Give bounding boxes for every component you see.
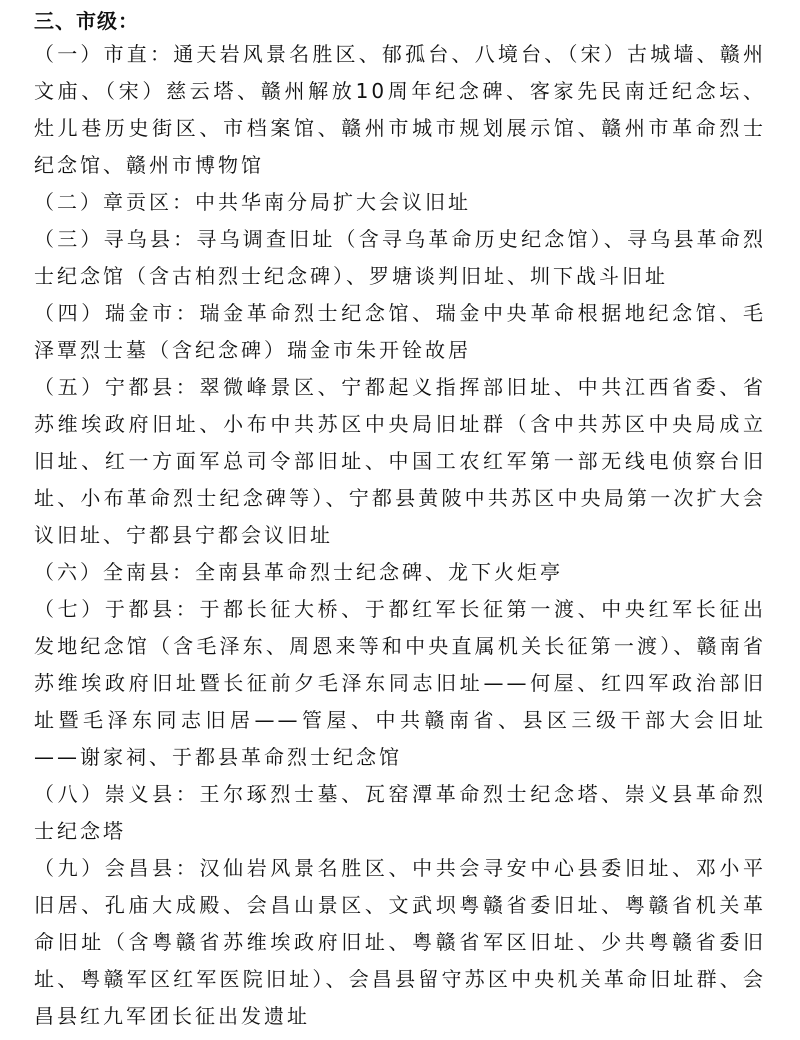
- item-text: 全南县革命烈士纪念碑、龙下火炬亭: [195, 560, 563, 584]
- list-item: [34, 776, 766, 850]
- list-item: [34, 554, 766, 591]
- item-number: （二）: [34, 190, 103, 214]
- list-item: [34, 591, 766, 776]
- item-text: 通天岩风景名胜区、郁孤台、八境台、（宋）古城墙、赣州文庙、（宋）慈云塔、赣州解放10周年纪念碑、客家先民南迁纪念坛、灶儿巷历史街区、市档案馆、赣州市城市规划展示馆、赣州市革命烈士纪念馆、赣州市博物馆: [34, 42, 767, 177]
- item-number: （八）: [34, 782, 105, 806]
- list-item: [34, 850, 766, 1035]
- item-place: 崇义县：: [104, 782, 200, 806]
- item-text: 翠微峰景区、宁都起义指挥部旧址、中共江西省委、省苏维埃政府旧址、小布中共苏区中央局旧址群（含中共苏区中央局成立旧址、红一方面军总司令部旧址、中国工农红军第一部无线电侦察台旧址、小布革命烈士纪念碑等）、宁都县黄陂中共苏区中央局第一次扩大会议旧址、宁都县宁都会议旧址: [34, 375, 767, 547]
- item-place: 全南县：: [103, 560, 195, 584]
- item-number: （五）: [34, 375, 105, 399]
- item-number: （六）: [34, 560, 103, 584]
- item-place: 章贡区：: [103, 190, 195, 214]
- item-number: （九）: [34, 856, 105, 880]
- item-text: 于都长征大桥、于都红军长征第一渡、中央红军长征出发地纪念馆（含毛泽东、周恩来等和中央直属机关长征第一渡）、赣南省苏维埃政府旧址暨长征前夕毛泽东同志旧址——何屋、红四军政治部旧址暨毛泽东同志旧居——管屋、中共赣南省、县区三级干部大会旧址——谢家祠、于都县革命烈士纪念馆: [34, 597, 767, 769]
- item-text: 汉仙岩风景名胜区、中共会寻安中心县委旧址、邓小平旧居、孔庙大成殿、会昌山景区、文武坝粤赣省委旧址、粤赣省机关革命旧址（含粤赣省苏维埃政府旧址、粤赣省军区旧址、少共粤赣省委旧址、粤赣军区红军医院旧址）、会昌县留守苏区中央机关革命旧址群、会昌县红九军团长征出发遗址: [34, 856, 767, 1028]
- item-text: 寻乌调查旧址（含寻乌革命历史纪念馆）、寻乌县革命烈士纪念馆（含古柏烈士纪念碑）、罗塘谈判旧址、圳下战斗旧址: [34, 227, 767, 288]
- item-place: 会昌县：: [104, 856, 200, 880]
- item-text: 王尔琢烈士墓、瓦窑潭革命烈士纪念塔、崇义县革命烈士纪念塔: [34, 782, 767, 843]
- item-text: 瑞金革命烈士纪念馆、瑞金中央革命根据地纪念馆、毛泽覃烈士墓（含纪念碑）瑞金市朱开铨故居: [34, 301, 767, 362]
- list-item: [34, 36, 766, 184]
- item-place: 于都县：: [104, 597, 200, 621]
- item-place: 市直：: [103, 42, 174, 66]
- list-item: [34, 221, 766, 295]
- list-item: [34, 184, 766, 221]
- item-text: 中共华南分局扩大会议旧址: [195, 190, 471, 214]
- list-item: [34, 295, 766, 369]
- item-number: （一）: [34, 42, 104, 66]
- item-place: 寻乌县：: [103, 227, 197, 251]
- item-number: （三）: [34, 227, 104, 251]
- item-place: 宁都县：: [104, 375, 200, 399]
- item-number: （七）: [34, 597, 105, 621]
- section-heading: 三、市级：: [34, 9, 139, 33]
- item-number: （四）: [34, 301, 105, 325]
- list-item: [34, 369, 766, 554]
- item-place: 瑞金市：: [104, 301, 200, 325]
